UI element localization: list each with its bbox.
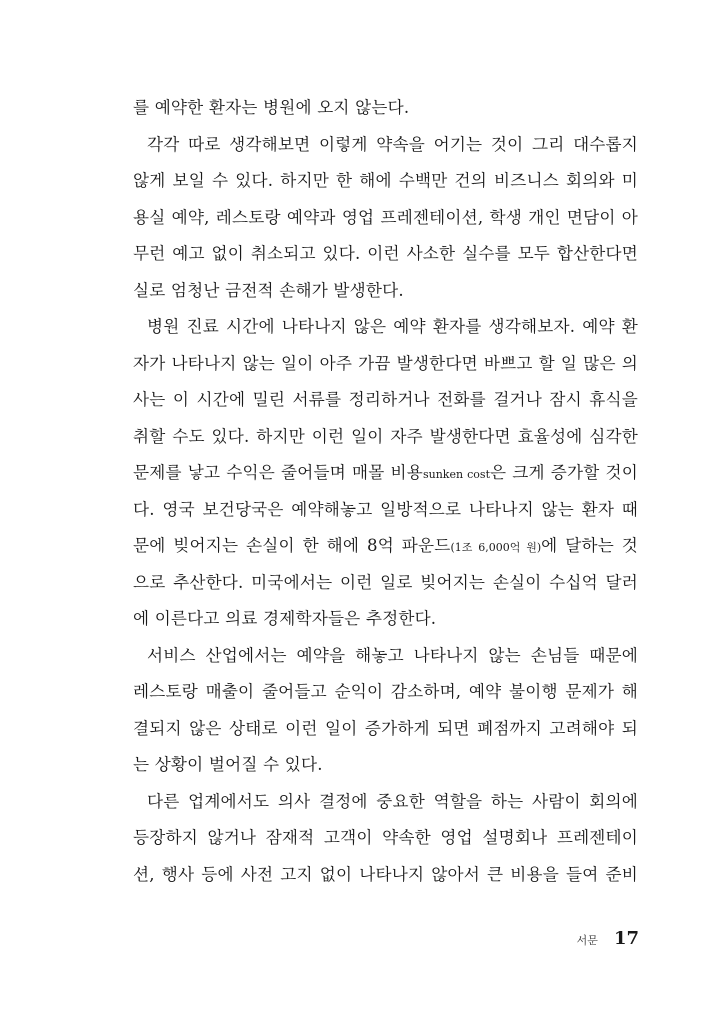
text-line: 각각 따로 생각해보면 이렇게 약속을 어기는 것이 그리 대수롭지 <box>147 134 638 154</box>
text-line: 를 예약한 환자는 병원에 오지 않는다. <box>133 98 410 117</box>
text-line: 병원 진료 시간에 나타나지 않은 예약 환자를 생각해보자. 예약 환 <box>147 317 638 336</box>
text-line: 는 상황이 벌어질 수 있다. <box>133 755 323 774</box>
page-number: 17 <box>613 928 639 949</box>
text-line: 실로 엄청난 금전적 손해가 발생한다. <box>133 280 404 300</box>
english-annotation: sunken cost <box>422 468 490 481</box>
text-line: 으로 추산한다. 미국에서는 이런 일로 빚어지는 손실이 수십억 달러 <box>133 572 638 592</box>
text-run: 은 크게 증가할 것이 <box>490 463 639 482</box>
text-line: 않게 보일 수 있다. 하지만 한 해에 수백만 건의 비즈니스 회의와 미 <box>133 171 638 190</box>
text-run: 에 달하는 것 <box>541 536 639 555</box>
text-line: 다. 영국 보건당국은 예약해놓고 일방적으로 나타나지 않는 환자 때 <box>133 499 638 519</box>
text-line: 레스토랑 매출이 줄어들고 순익이 감소하며, 예약 불이행 문제가 해 <box>133 682 638 701</box>
currency-annotation: (1조 6,000억 원) <box>450 541 542 554</box>
text-line: 다른 업계에서도 의사 결정에 중요한 역할을 하는 사람이 회의에 <box>147 791 638 811</box>
text-run: 문에 빚어지는 손실이 한 해에 8억 파운드 <box>133 536 451 555</box>
text-line: 등장하지 않거나 잠재적 고객이 약속한 영업 설명회나 프레젠테이 <box>133 828 638 847</box>
page-footer <box>577 924 639 954</box>
text-line <box>133 528 638 565</box>
text-line: 사는 이 시간에 밀린 서류를 정리하거나 전화를 걸거나 잠시 휴식을 <box>133 390 638 409</box>
text-line: 서비스 산업에서는 예약을 해놓고 나타나지 않는 손님들 때문에 <box>147 645 638 665</box>
text-line: 무런 예고 없이 취소되고 있다. 이런 사소한 실수를 모두 합산한다면 <box>133 244 638 263</box>
text-line: 에 이른다고 의료 경제학자들은 추정한다. <box>133 609 437 628</box>
page-body <box>133 90 638 893</box>
running-section-title: 서문 <box>576 934 598 947</box>
text-run: 문제를 낳고 수익은 줄어들며 매몰 비용 <box>133 463 423 482</box>
text-line: 결되지 않은 상태로 이런 일이 증가하게 되면 폐점까지 고려해야 되 <box>133 718 638 738</box>
text-line: 용실 예약, 레스토랑 예약과 영업 프레젠테이션, 학생 개인 면담이 아 <box>133 207 638 227</box>
text-line: 션, 행사 등에 사전 고지 없이 나타나지 않아서 큰 비용을 들여 준비 <box>133 864 638 884</box>
text-line: 취할 수도 있다. 하지만 이런 일이 자주 발생한다면 효율성에 심각한 <box>133 426 638 446</box>
text-line: 자가 나타나지 않는 일이 아주 가끔 발생한다면 바쁘고 할 일 많은 의 <box>133 353 638 373</box>
text-line <box>133 455 638 492</box>
